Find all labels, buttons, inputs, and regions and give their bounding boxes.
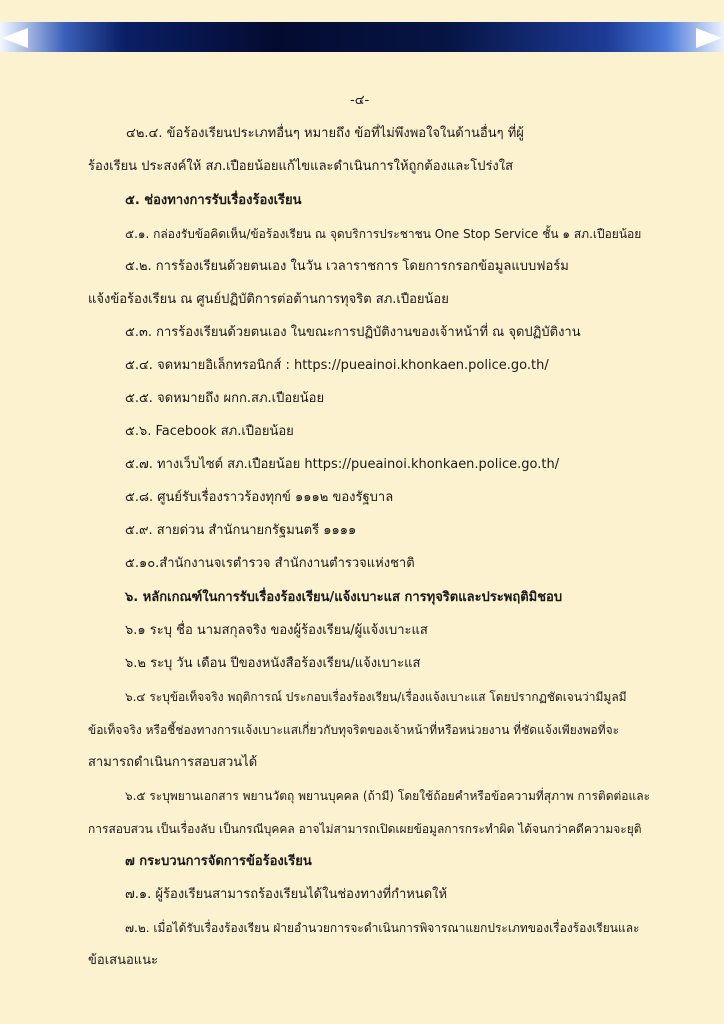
text-line: แจ้งข้อร้องเรียน ณ ศูนย์ปฏิบัติการต่อต้านการทุจริต สภ.เปือยน้อย — [88, 292, 449, 307]
text-line: ๕.๕. จดหมายถึง ผกก.สภ.เปือยน้อย — [125, 391, 325, 406]
text-line: ๕.๒. การร้องเรียนด้วยตนเอง ในวัน เวลาราชการ โดยการกรอกข้อมูลแบบฟอร์ม — [125, 259, 569, 274]
right-arrow-icon — [696, 28, 722, 48]
text-line: ๕.๓. การร้องเรียนด้วยตนเอง ในขณะการปฏิบัติงานของเจ้าหน้าที่ ณ จุดปฏิบัติงาน — [125, 325, 581, 340]
text-line: ๕.๔. จดหมายอิเล็กทรอนิกส์ : https://pueainoi.khonkaen.police.go.th/ — [125, 358, 549, 373]
page-number: -๔- — [350, 93, 370, 108]
section-heading: ๗ กระบวนการจัดการข้อร้องเรียน — [125, 854, 312, 869]
text-line: ๖.๑ ระบุ ชื่อ นามสกุลจริง ของผู้ร้องเรียน/ผู้แจ้งเบาะแส — [125, 623, 428, 638]
text-line: ๖.๒ ระบุ วัน เดือน ปีของหนังสือร้องเรียน/แจ้งเบาะแส — [125, 656, 421, 671]
text-line: ๕.๖. Facebook สภ.เปือยน้อย — [125, 424, 294, 439]
text-line: ร้องเรียน ประสงค์ให้ สภ.เปือยน้อยแก้ไขและดำเนินการให้ถูกต้องและโปร่งใส — [88, 159, 514, 174]
header-banner — [0, 22, 724, 52]
text-line: ๕.๑๐.สำนักงานจเรตำรวจ สำนักงานตำรวจแห่งชาติ — [125, 556, 415, 571]
text-line: ๗.๒. เมื่อได้รับเรื่องร้องเรียน ฝ่ายอำนวยการจะดำเนินการพิจารณาแยกประเภทของเรื่องร้องเรียนและ — [125, 921, 640, 935]
section-heading: ๕. ช่องทางการรับเรื่องร้องเรียน — [125, 193, 302, 208]
section-heading: ๖. หลักเกณฑ์ในการรับเรื่องร้องเรียน/แจ้งเบาะแส การทุจริตและประพฤติมิชอบ — [125, 590, 563, 605]
text-line: ข้อเสนอแนะ — [88, 953, 159, 968]
text-line: ๔๒.๔. ข้อร้องเรียนประเภทอื่นๆ หมายถึง ข้อที่ไม่พึงพอใจในด้านอื่นๆ ที่ผู้ — [126, 126, 524, 141]
text-line: ๕.๘. ศูนย์รับเรื่องราวร้องทุกข์ ๑๑๑๒ ของรัฐบาล — [125, 490, 394, 505]
text-line: ๕.๙. สายด่วน สำนักนายกรัฐมนตรี ๑๑๑๑ — [125, 523, 357, 538]
text-line: ๖.๔ ระบุข้อเท็จจริง พฤติการณ์ ประกอบเรื่องร้องเรียน/เรื่องแจ้งเบาะแส โดยปรากฏชัดเจนว่ามีมูลมี — [125, 690, 627, 704]
text-line: ๗.๑. ผู้ร้องเรียนสามารถร้องเรียนได้ในช่องทางที่กำหนดให้ — [125, 887, 448, 902]
text-line: สามารถดำเนินการสอบสวนได้ — [88, 755, 258, 770]
text-line: ๕.๑. กล่องรับข้อคิดเห็น/ข้อร้องเรียน ณ จุดบริการประชาชน One Stop Service ชั้น ๑ สภ.เปือยน้อย — [125, 227, 642, 241]
left-arrow-icon — [2, 28, 28, 48]
text-line: ๖.๕ ระบุพยานเอกสาร พยานวัตถุ พยานบุคคล (ถ้ามี) โดยใช้ถ้อยคำหรือข้อความที่สุภาพ การติดต่อและ — [125, 789, 651, 803]
text-line: การสอบสวน เป็นเรื่องลับ เป็นกรณีบุคคล อาจไม่สามารถเปิดเผยข้อมูลการกระทำผิด ได้จนกว่าคดีความจะยุติ — [88, 822, 642, 836]
text-line: ข้อเท็จจริง หรือชี้ช่องทางการแจ้งเบาะแสเกี่ยวกับทุจริตของเจ้าหน้าที่หรือหน่วยงาน ที่ชัดแจ้งเพียงพอที่จะ — [88, 723, 620, 737]
text-line: ๕.๗. ทางเว็บไซต์ สภ.เปือยน้อย https://pueainoi.khonkaen.police.go.th/ — [125, 457, 560, 472]
